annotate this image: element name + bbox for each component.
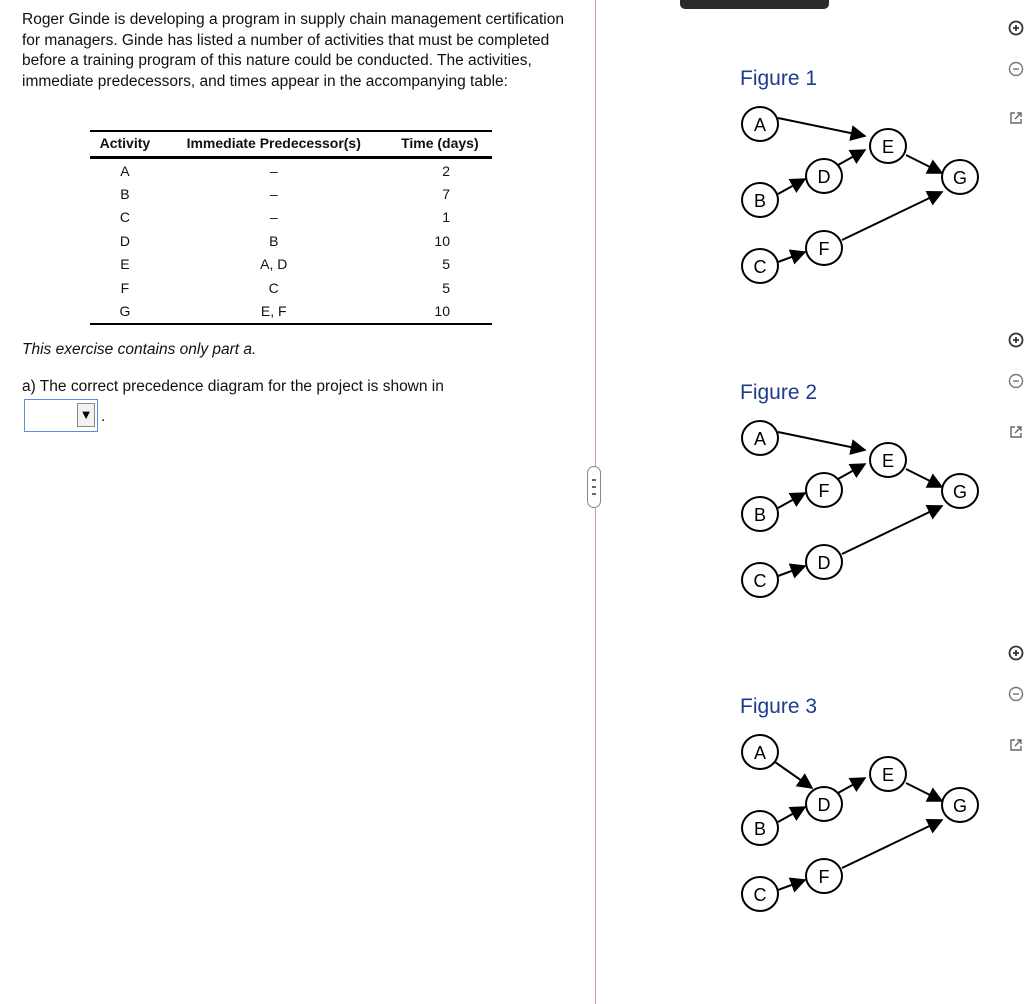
- figure-2-title: Figure 2: [740, 381, 818, 404]
- arrow-d-g: [842, 506, 942, 554]
- popout-icon[interactable]: [1008, 424, 1024, 440]
- header-activity: Activity: [90, 131, 160, 158]
- node-label: B: [753, 191, 767, 211]
- figure-1-title: Figure 1: [740, 67, 818, 90]
- time-cell: 1: [442, 209, 450, 226]
- time-cell: 5: [442, 256, 450, 273]
- figure-3-diagram: [730, 728, 1000, 938]
- activity-cell: A: [120, 162, 130, 179]
- zoom-in-icon[interactable]: [1008, 645, 1024, 661]
- node-label: A: [753, 743, 767, 763]
- header-time: Time (days): [388, 131, 492, 158]
- table-row: [90, 158, 492, 183]
- node-label: G: [952, 482, 968, 502]
- node-label: C: [753, 571, 767, 591]
- zoom-in-icon[interactable]: [1008, 332, 1024, 348]
- figure-3-title: Figure 3: [740, 695, 818, 718]
- node-label: E: [881, 765, 895, 785]
- problem-intro: Roger Ginde is developing a program in supply chain management certification for managers. Ginde has listed a number of activities that must be completed before a training program of this nature could be conducted. The activities, immediate predecessors, and times appear in the accompanying table:: [22, 11, 564, 90]
- sentence-period: .: [101, 408, 106, 425]
- arrow-a-e: [778, 432, 865, 450]
- activity-table: [90, 130, 492, 325]
- arrow-d-e: [838, 150, 865, 165]
- node-label: A: [753, 429, 767, 449]
- node-label: D: [817, 553, 831, 573]
- arrow-b-f: [778, 493, 805, 508]
- arrow-b-d: [778, 179, 805, 194]
- arrow-b-d: [778, 807, 805, 822]
- arrow-f-g: [842, 820, 942, 868]
- time-cell: 10: [434, 232, 450, 249]
- arrow-d-e: [838, 778, 865, 793]
- header-predecessors: Immediate Predecessor(s): [160, 131, 388, 158]
- time-cell: 2: [442, 162, 450, 179]
- zoom-out-icon[interactable]: [1008, 373, 1024, 389]
- arrow-a-d: [775, 762, 812, 788]
- node-label: D: [817, 795, 831, 815]
- activity-cell: G: [90, 299, 160, 323]
- node-label: F: [818, 481, 830, 501]
- table-row: [90, 276, 492, 299]
- activity-cell: E: [120, 256, 130, 273]
- arrow-a-e: [778, 118, 865, 136]
- node-label: A: [753, 115, 767, 135]
- predecessor-cell: –: [269, 209, 278, 226]
- predecessor-cell: E, F: [160, 299, 388, 323]
- arrow-e-g: [906, 155, 942, 173]
- node-label: G: [952, 168, 968, 188]
- arrow-c-d: [778, 566, 805, 576]
- activity-cell: D: [119, 232, 130, 249]
- top-toolbar-tab[interactable]: [680, 0, 829, 9]
- arrow-c-f: [778, 880, 805, 890]
- zoom-in-icon[interactable]: [1008, 20, 1024, 36]
- activity-cell: C: [119, 209, 130, 226]
- table-row: [90, 229, 492, 252]
- node-label: F: [818, 867, 830, 887]
- time-cell: 5: [442, 279, 450, 296]
- arrow-f-e: [838, 464, 865, 479]
- zoom-out-icon[interactable]: [1008, 686, 1024, 702]
- popout-icon[interactable]: [1008, 110, 1024, 126]
- figure-1-diagram: [730, 100, 1000, 310]
- figure-answer-dropdown[interactable]: [24, 399, 98, 432]
- arrow-e-g: [906, 469, 942, 487]
- node-label: C: [753, 885, 767, 905]
- arrow-f-g: [842, 192, 942, 240]
- dropdown-arrow-icon[interactable]: ▼: [77, 403, 95, 427]
- time-cell: 10: [388, 299, 492, 323]
- question-text: a) The correct precedence diagram for the project is shown in: [22, 378, 444, 395]
- node-label: F: [818, 239, 830, 259]
- table-row: [90, 182, 492, 205]
- node-label: B: [753, 505, 767, 525]
- node-label: E: [881, 451, 895, 471]
- time-cell: 7: [442, 186, 450, 203]
- exercise-note: This exercise contains only part a.: [22, 341, 257, 358]
- arrow-e-g: [906, 783, 942, 801]
- node-label: B: [753, 819, 767, 839]
- predecessor-cell: A, D: [260, 256, 288, 273]
- node-label: D: [817, 167, 831, 187]
- activity-cell: F: [120, 279, 130, 296]
- node-label: G: [952, 796, 968, 816]
- predecessor-cell: C: [268, 279, 279, 296]
- popout-icon[interactable]: [1008, 737, 1024, 753]
- node-label: E: [881, 137, 895, 157]
- figure-2-diagram: [730, 414, 1000, 624]
- arrow-c-f: [778, 252, 805, 262]
- activity-cell: B: [120, 186, 130, 203]
- predecessor-cell: –: [269, 162, 278, 179]
- table-row: [90, 299, 492, 323]
- pane-resize-handle[interactable]: [587, 466, 601, 508]
- zoom-out-icon[interactable]: [1008, 61, 1024, 77]
- table-row: [90, 206, 492, 229]
- predecessor-cell: –: [269, 186, 278, 203]
- table-row: [90, 253, 492, 276]
- predecessor-cell: B: [269, 232, 279, 249]
- node-label: C: [753, 257, 767, 277]
